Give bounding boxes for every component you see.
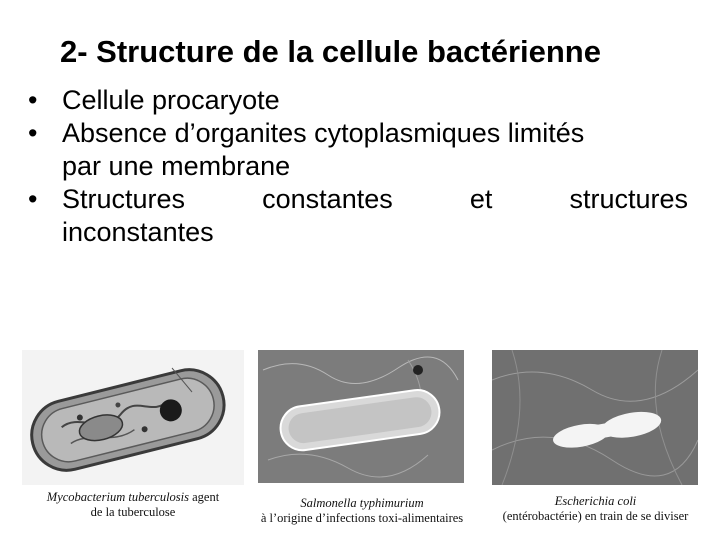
bullet-item bbox=[28, 183, 688, 249]
bullet-list bbox=[28, 84, 688, 249]
caption-text: à l’origine d’infections toxi-alimentaires bbox=[260, 511, 464, 525]
bullet-text-line2: par une membrane bbox=[62, 151, 291, 181]
bullet-text-line1: Structures constantes et structures bbox=[62, 184, 688, 214]
salmonella-image bbox=[258, 350, 464, 483]
bullet-item bbox=[28, 117, 688, 183]
bullet-text-line1: Absence d’organites cytoplasmiques limités bbox=[62, 118, 585, 148]
caption-text: agent bbox=[189, 490, 220, 504]
mycobacterium-image bbox=[22, 350, 244, 485]
bullet-item bbox=[28, 84, 688, 117]
figure-caption-ecoli bbox=[488, 494, 703, 524]
caption-text: (entérobactérie) en train de se diviser bbox=[502, 509, 689, 523]
bullet-dot: • bbox=[28, 184, 38, 214]
figure-caption-salmonella bbox=[250, 496, 474, 526]
slide-title: 2- Structure de la cellule bactérienne bbox=[60, 34, 601, 69]
caption-species: Escherichia coli bbox=[554, 494, 637, 508]
ecoli-image bbox=[492, 350, 698, 485]
caption-text: de la tuberculose bbox=[90, 505, 176, 519]
bullet-text-line2: inconstantes bbox=[62, 217, 214, 247]
bullet-dot: • bbox=[28, 118, 38, 148]
bullet-dot: • bbox=[28, 85, 38, 115]
bullet-text: Cellule procaryote bbox=[62, 85, 280, 115]
caption-species: Mycobacterium tuberculosis bbox=[46, 490, 189, 504]
figure-caption-mycobacterium bbox=[22, 490, 244, 520]
caption-species: Salmonella typhimurium bbox=[300, 496, 424, 510]
